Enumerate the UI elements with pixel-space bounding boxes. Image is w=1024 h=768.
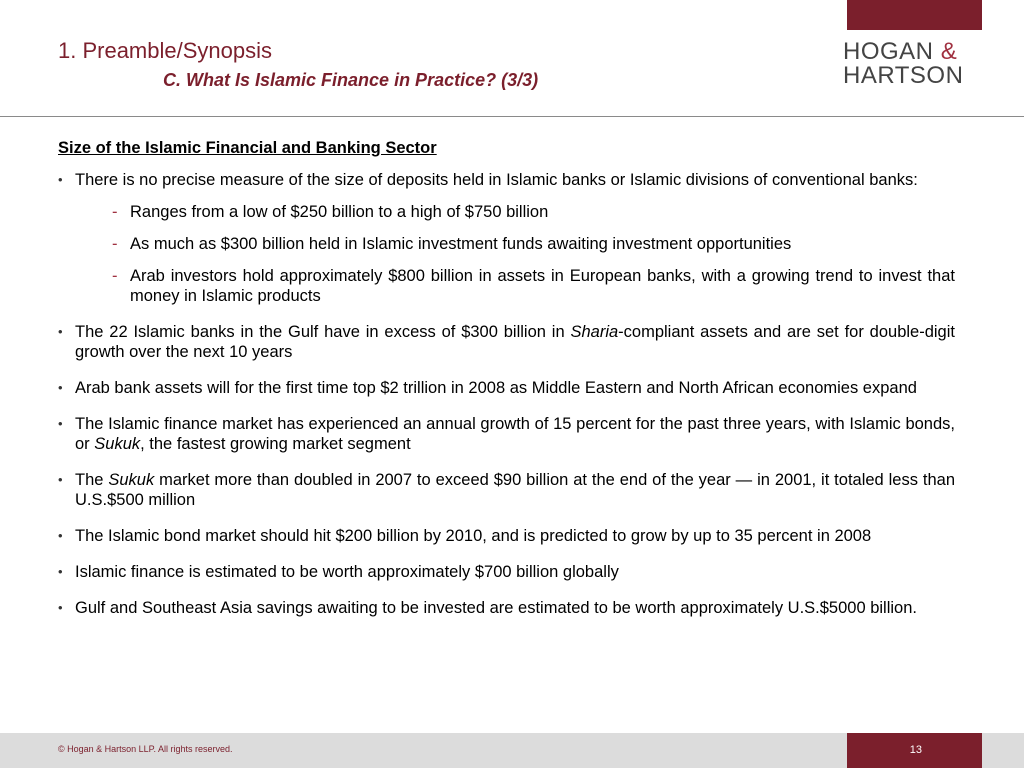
header-divider [0, 116, 1024, 117]
bullet-item [58, 562, 955, 582]
bullet-item [58, 470, 955, 510]
bullet-dot-icon: • [58, 564, 63, 579]
bullet-dot-icon: • [58, 416, 63, 431]
sub-bullet-text: Arab investors hold approximately $800 billion in assets in European banks, with a growing trend to invest that money in Islamic products [130, 267, 955, 305]
bullet-item [58, 526, 955, 546]
bullet-text: The Islamic finance market has experienced an annual growth of 15 percent for the past three years, with Islamic bonds, or [75, 415, 955, 453]
bullet-dot-icon: • [58, 324, 63, 339]
dash-icon: - [112, 235, 118, 253]
logo-ampersand: & [940, 38, 958, 65]
sub-bullet-text: Ranges from a low of $250 billion to a high of $750 billion [130, 203, 549, 221]
bullet-text: Islamic finance is estimated to be worth approximately $700 billion globally [75, 563, 619, 581]
bullet-item [58, 170, 955, 190]
bullet-text: -compliant assets and are set for double-digit growth over the next 10 years [75, 323, 955, 361]
bullet-dot-icon: • [58, 472, 63, 487]
bullet-text: Arab bank assets will for the first time top $2 trillion in 2008 as Middle Eastern and North African economies expand [75, 379, 917, 397]
footer-copyright: © Hogan & Hartson LLP. All rights reserved. [58, 744, 233, 754]
bullet-text: market more than doubled in 2007 to exceed $90 billion at the end of the year — in 2001, it totaled less than U.S.$500 million [75, 471, 955, 509]
bullet-emphasis: Sukuk [94, 435, 141, 453]
slide-subtitle: C. What Is Islamic Finance in Practice? (3/3) [163, 70, 539, 90]
sub-bullet-item [58, 266, 955, 306]
slide-title: 1. Preamble/Synopsis [58, 38, 272, 63]
bullet-text: The [75, 471, 109, 489]
bullet-dot-icon: • [58, 172, 63, 187]
sub-bullet-text: As much as $300 billion held in Islamic investment funds awaiting investment opportunities [130, 235, 792, 253]
sub-bullet-item [58, 202, 955, 222]
bullet-emphasis: Sukuk [108, 471, 155, 489]
logo-word-hartson: HARTSON [843, 62, 964, 89]
dash-icon: - [112, 267, 118, 285]
slide-content [58, 138, 955, 634]
bullet-emphasis: Sharia [570, 323, 619, 341]
dash-icon: - [112, 203, 118, 221]
sub-bullet-item [58, 234, 955, 254]
section-heading: Size of the Islamic Financial and Banking Sector [58, 139, 437, 157]
bullet-text: , the fastest growing market segment [140, 435, 411, 453]
bullet-dot-icon: • [58, 528, 63, 543]
company-logo [843, 40, 988, 88]
bullet-text: The Islamic bond market should hit $200 billion by 2010, and is predicted to grow by up to 35 percent in 2008 [75, 527, 872, 545]
top-accent-bar [847, 0, 982, 30]
bullet-item [58, 598, 955, 618]
bullet-dot-icon: • [58, 380, 63, 395]
bullet-text: Gulf and Southeast Asia savings awaiting to be invested are estimated to be worth approximately U.S.$5000 billion. [75, 599, 917, 617]
page-number: 13 [909, 744, 922, 756]
bullet-item [58, 378, 955, 398]
bullet-text: There is no precise measure of the size of deposits held in Islamic banks or Islamic divisions of conventional banks: [75, 171, 918, 189]
logo-word-hogan: HOGAN [843, 38, 934, 65]
bullet-text: The 22 Islamic banks in the Gulf have in excess of $300 billion in [75, 323, 571, 341]
bullet-item [58, 414, 955, 454]
bullet-item [58, 322, 955, 362]
page-number-box [847, 733, 982, 768]
bullet-dot-icon: • [58, 600, 63, 615]
